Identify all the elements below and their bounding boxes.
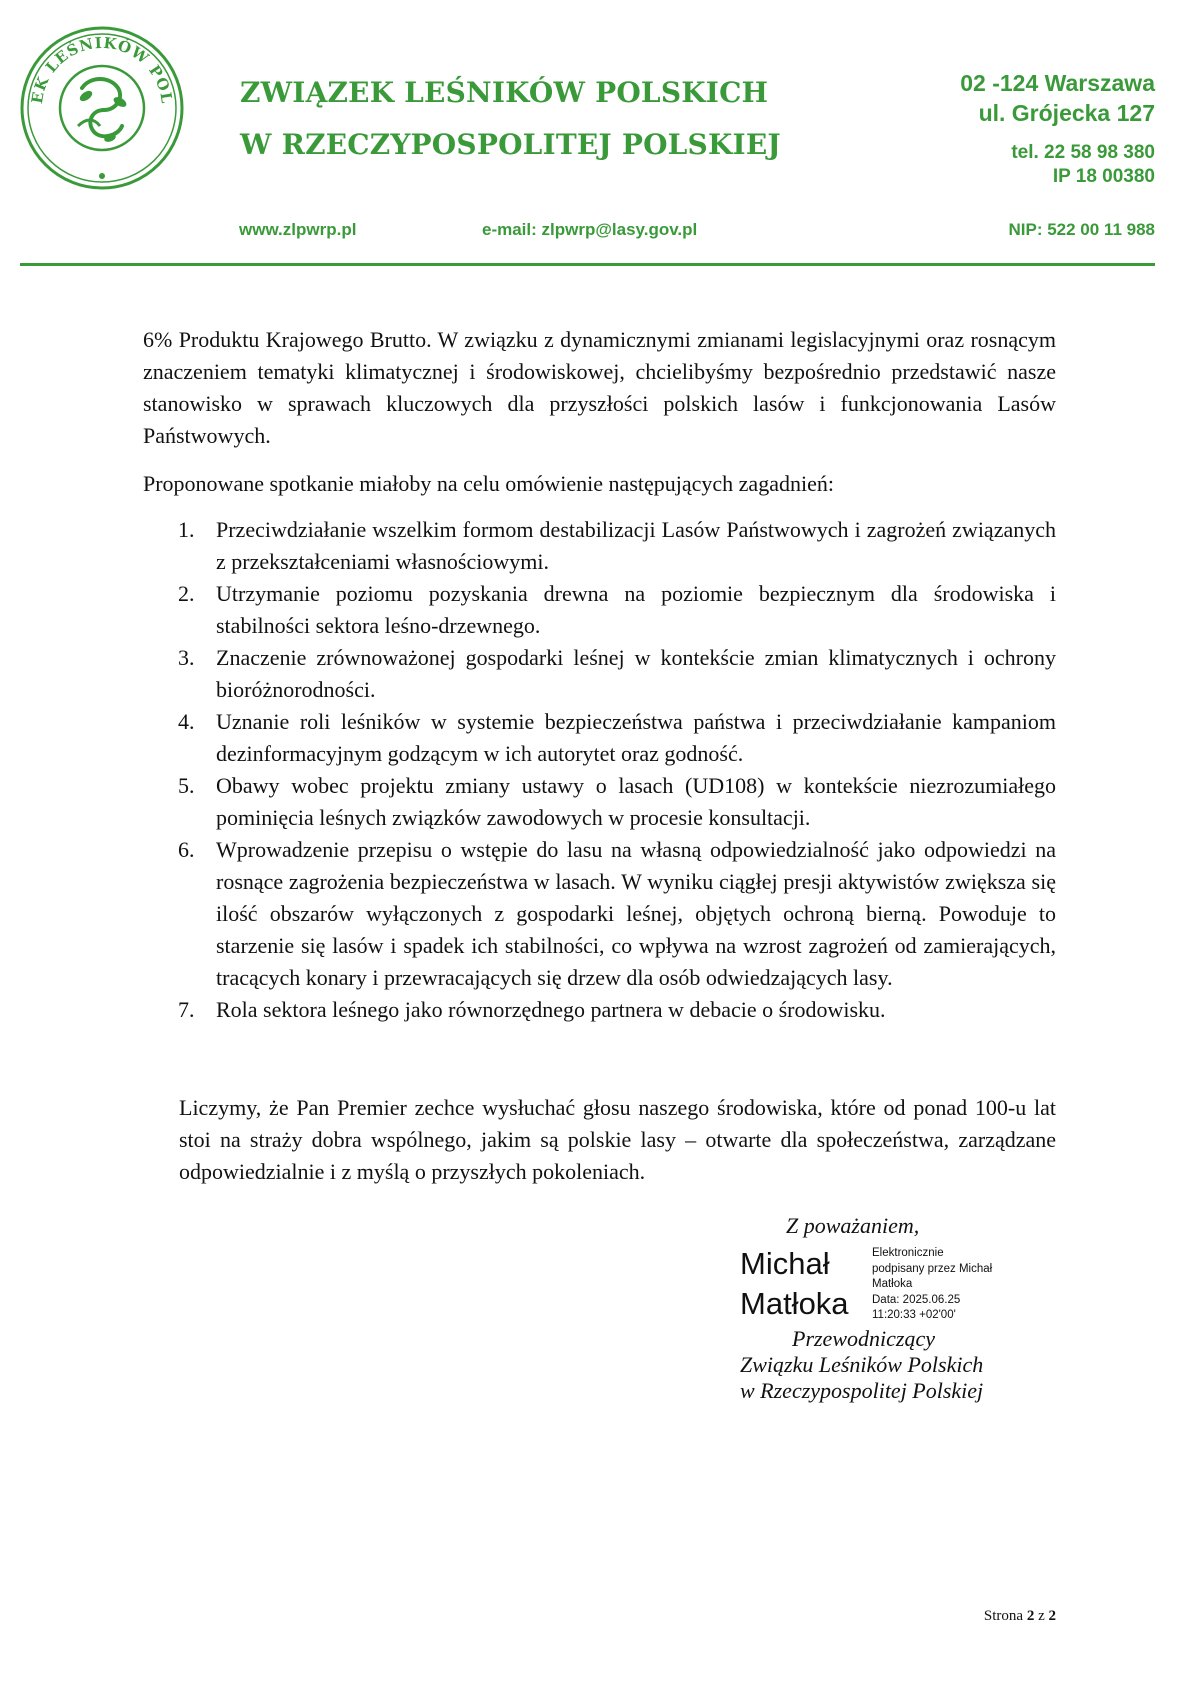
header-divider [20, 263, 1155, 266]
organization-name-line2: W RZECZYPOSPOLITEJ POLSKIEJ [240, 128, 781, 161]
list-item-number: 6. [178, 837, 195, 862]
list-item [143, 514, 1056, 578]
list-item-text: Znaczenie zrównoważonej gospodarki leśnej w kontekście zmian klimatycznych i ochrony bioróżnorodności. [216, 645, 1056, 702]
list-item-number: 4. [178, 709, 195, 734]
list-item-text: Utrzymanie poziomu pozyskania drewna na poziomie bezpiecznym dla środowiska i stabilności sektora leśno-drzewnego. [216, 581, 1056, 638]
organization-name-line1: ZWIĄZEK LEŚNIKÓW POLSKICH [240, 76, 769, 109]
closing-salutation: Z poważaniem, [786, 1213, 920, 1238]
signature-name-last: Matłoka [740, 1286, 849, 1321]
list-item [143, 994, 1056, 1026]
signer-title-line3: w Rzeczypospolitej Polskiej [740, 1378, 984, 1403]
body-paragraph-2: Proponowane spotkanie miałoby na celu omówienie następujących zagadnień: [143, 471, 834, 496]
nip-number: NIP: 522 00 11 988 [1008, 220, 1155, 239]
ip-number: IP 18 00380 [1052, 166, 1155, 187]
list-item [143, 642, 1056, 706]
page-total: 2 [1048, 1608, 1056, 1624]
list-item-text: Wprowadzenie przepisu o wstępie do lasu na własną odpowiedzialność jako odpowiedzi na rosnące zagrożenia bezpieczeństwa w lasach. W wyniku ciągłej presji aktywistów zwiększa się ilość obszarów wyłączonych z gospodarki leśnej, objętych ochroną bierną. Powoduje to starzenie się lasów i spadek ich stabilności, co wpływa na wzrost zagrożeń od zamierających, tracących konary i przewracających się drzew dla osób odwiedzających lasy. [216, 837, 1056, 990]
address-street: ul. Grójecka 127 [978, 100, 1155, 126]
signer-title-line2: Związku Leśników Polskich [740, 1352, 984, 1377]
list-item-number: 2. [178, 581, 195, 606]
phone-number: tel. 22 58 98 380 [1011, 142, 1155, 163]
page-separator: z [1038, 1608, 1045, 1624]
signature-name-first: Michał [740, 1246, 830, 1281]
list-item-text: Uznanie roli leśników w systemie bezpieczeństwa państwa i przeciwdziałanie kampaniom dezinformacyjnym godzącym w ich autorytet oraz godność. [216, 709, 1056, 766]
body-paragraph-3: Liczymy, że Pan Premier zechce wysłuchać głosu naszego środowiska, które od ponad 100-u lat stoi na straży dobra wspólnego, jakim są polskie lasy – otwarte dla społeczeństwa, zarządzane odpowiedzialnie i z myślą o przyszłych pokoleniach. [179, 1095, 1056, 1184]
list-item [143, 834, 1056, 994]
list-item-text: Przeciwdziałanie wszelkim formom destabilizacji Lasów Państwowych i zagrożeń związanych z przekształceniami własnościowymi. [216, 517, 1056, 574]
website-link[interactable]: www.zlpwrp.pl [239, 220, 357, 239]
list-item-number: 3. [178, 645, 195, 670]
list-item-number: 1. [178, 517, 195, 542]
list-item [143, 706, 1056, 770]
signer-title-line1: Przewodniczący [792, 1326, 935, 1351]
organization-logo [20, 26, 185, 191]
address-city: 02 -124 Warszawa [960, 70, 1155, 96]
page-current: 2 [1026, 1608, 1035, 1624]
body-paragraph-1: 6% Produktu Krajowego Brutto. W związku z dynamicznymi zmianami legislacyjnymi oraz rosnącym znaczeniem tematyki klimatycznej i środowiskowej, chcielibyśmy bezpośrednio przedstawić nasze stanowisko w sprawach kluczowych dla przyszłości polskich lasów i funkcjonowania Lasów Państwowych. [143, 327, 1056, 448]
email-address[interactable]: e-mail: zlpwrp@lasy.gov.pl [482, 220, 698, 239]
list-item-number: 7. [178, 997, 195, 1022]
list-item-text: Rola sektora leśnego jako równorzędnego partnera w debacie o środowisku. [216, 997, 886, 1022]
list-item [143, 578, 1056, 642]
page-label: Strona [983, 1608, 1024, 1624]
page-number [984, 1608, 1056, 1625]
list-item-text: Obawy wobec projektu zmiany ustawy o lasach (UD108) w kontekście niezrozumiałego pominięcia leśnych związków zawodowych w procesie konsultacji. [216, 773, 1056, 830]
electronic-signature-stamp: Elektronicznie podpisany przez Michał Matłoka Data: 2025.06.25 11:20:33 +02'00' [872, 1247, 993, 1321]
list-item [143, 770, 1056, 834]
agenda-list [143, 514, 1056, 1026]
list-item-number: 5. [178, 773, 195, 798]
logo-ring-text: EK LEŚNIKÓW POL [27, 33, 177, 106]
